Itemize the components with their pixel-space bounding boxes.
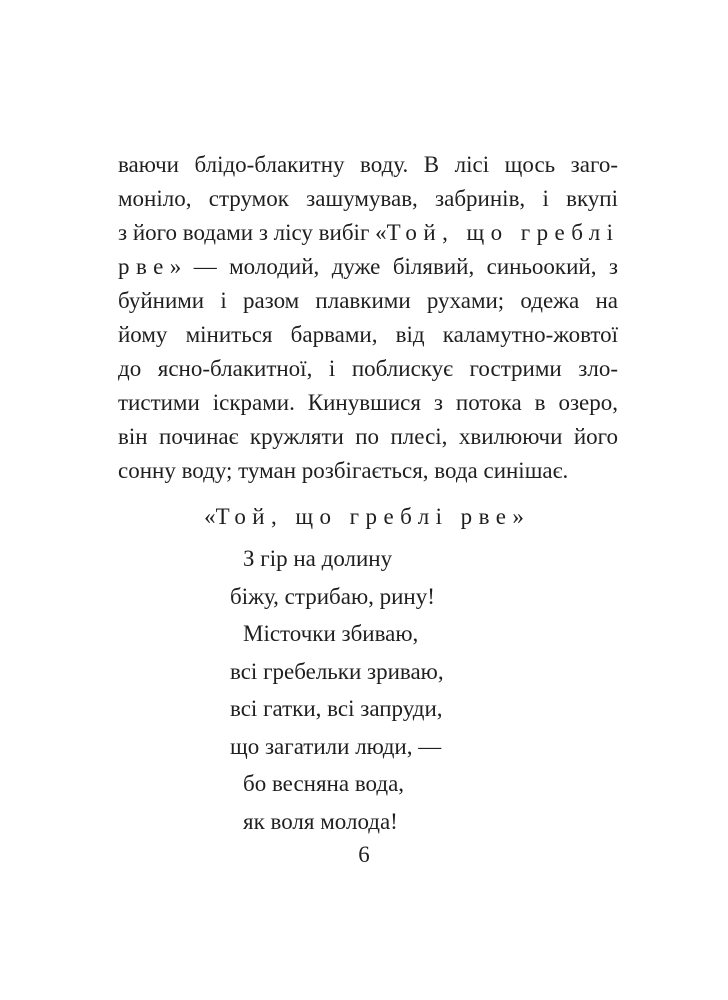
- prose-line-5: буйними і разом плавкими рухами; одежа на: [118, 288, 618, 313]
- verse-line: [0, 540, 728, 578]
- verse-speaker-heading: [0, 500, 728, 534]
- verse-line-text: бо весняна вода,: [243, 771, 405, 796]
- verse-speaker-name: Той, що греблі рве: [215, 504, 513, 529]
- verse-block: [0, 540, 728, 840]
- verse-line: [0, 765, 728, 803]
- verse-line-text: З гір на долину: [243, 546, 393, 571]
- verse-line-text: що загатили люди, —: [230, 733, 442, 759]
- verse-line-text: біжу, стрибаю, рину!: [230, 583, 435, 609]
- verse-title-open-quote: «: [204, 504, 216, 529]
- verse-line-text: як воля молода!: [243, 808, 398, 834]
- verse-line: [0, 653, 728, 691]
- prose-line-3-text: з його водами з лісу вибіг «: [118, 220, 387, 245]
- verse-line-text: Місточки збиваю,: [243, 621, 419, 646]
- prose-line-3: [118, 216, 618, 250]
- verse-title-close-quote: »: [512, 504, 524, 529]
- page-number: 6: [358, 842, 370, 867]
- verse-line: [0, 728, 728, 766]
- verse-line: [0, 803, 728, 841]
- verse-line: [0, 615, 728, 653]
- verse-line-text: всі гатки, всі запруди,: [230, 696, 443, 721]
- verse-line: [0, 690, 728, 728]
- verse-line-text: всі гребельки зриваю,: [230, 658, 444, 684]
- prose-line-4: [118, 250, 618, 284]
- spaced-character-name: Той, що греблі: [386, 220, 620, 245]
- prose-line-2: моніло, струмок зашумував, забринів, і вкупі: [118, 186, 618, 211]
- spaced-character-name-end: рве: [118, 254, 170, 279]
- prose-paragraph: [118, 148, 618, 488]
- prose-line-1: ваючи блідо-блакитну воду. В лісі щось заго-: [118, 152, 618, 177]
- prose-line-6: йому міниться барвами, від каламутно-жовтої: [118, 322, 618, 347]
- prose-line-8: тистими іскрами. Кинувшися з потока в озеро,: [118, 390, 618, 415]
- verse-line: [0, 578, 728, 616]
- prose-line-7: до ясно-блакитної, і поблискує гострими зло-: [118, 356, 618, 381]
- prose-line-9: він починає кружляти по плесі, хвилюючи його: [118, 424, 618, 449]
- prose-line-10: сонну воду; туман розбігається, вода синішає.: [118, 458, 569, 483]
- prose-line-4-text: » — молодий, дуже білявий, синьоокий, з: [169, 254, 618, 279]
